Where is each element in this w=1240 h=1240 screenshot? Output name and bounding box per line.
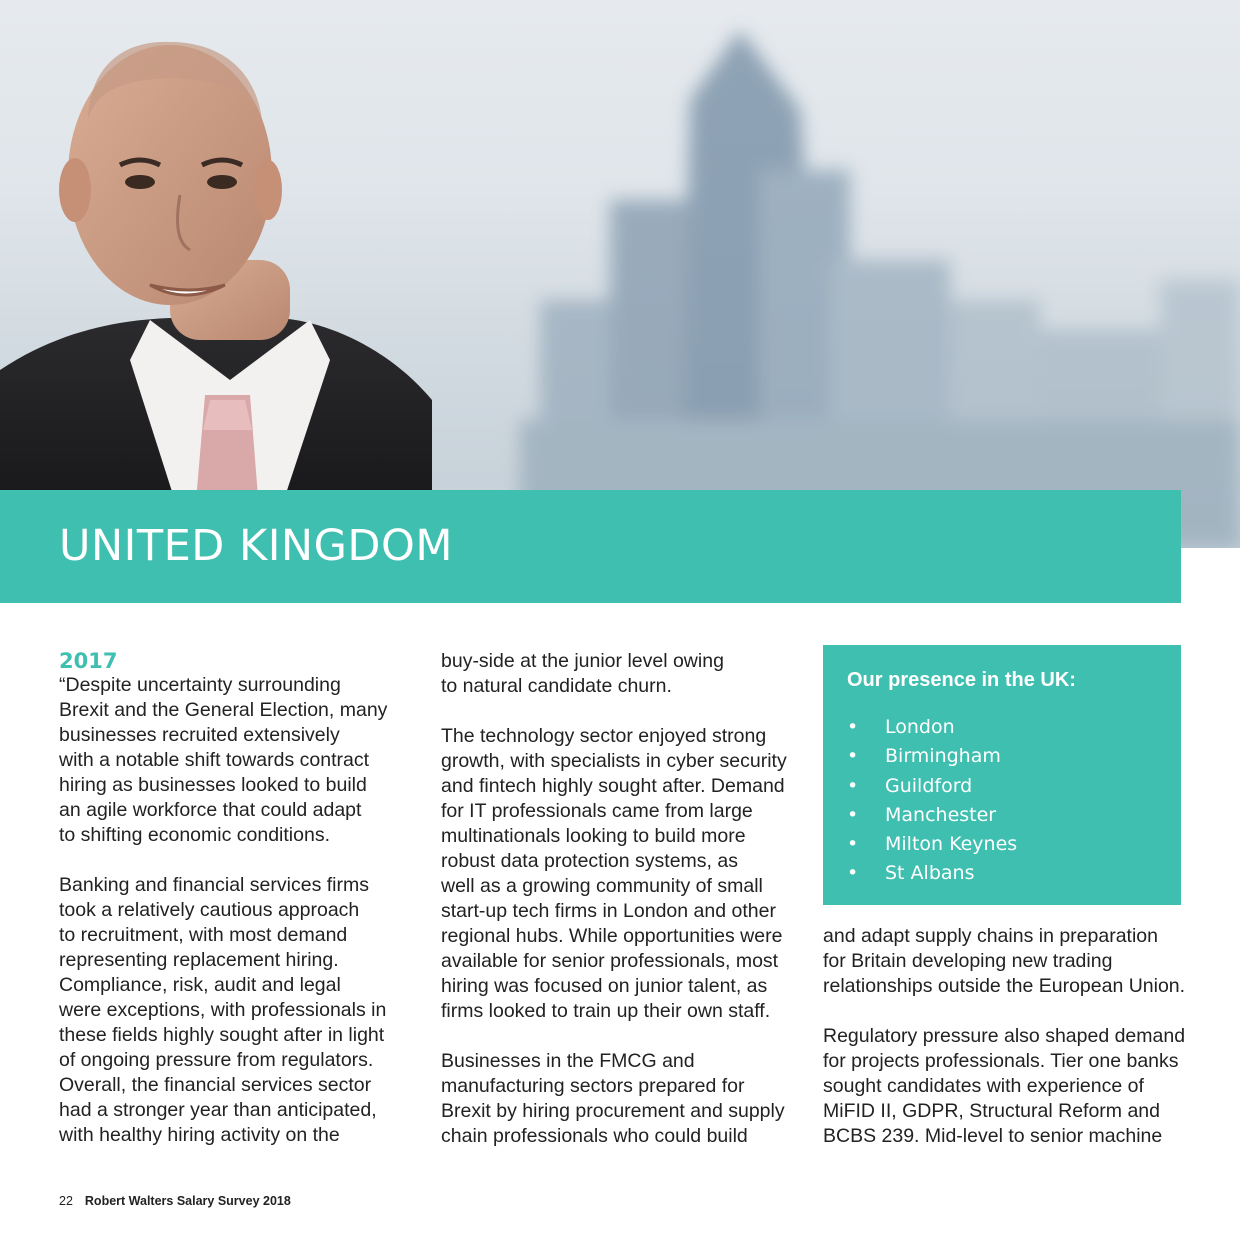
list-item xyxy=(847,713,1017,742)
location-name: Milton Keynes xyxy=(885,833,1018,856)
bullet-icon: • xyxy=(847,803,859,826)
title-banner xyxy=(0,490,1181,603)
paragraph: buy-side at the junior level owing to natural candidate churn. xyxy=(441,650,724,697)
location-name: Guildford xyxy=(885,774,973,797)
location-name: London xyxy=(885,716,955,738)
person-portrait xyxy=(0,42,432,548)
location-name: St Albans xyxy=(885,862,975,885)
list-item xyxy=(847,859,1017,888)
column-1 xyxy=(59,649,409,1173)
section-year-heading: 2017 xyxy=(59,649,118,673)
bullet-icon: • xyxy=(847,716,859,738)
location-name: Manchester xyxy=(885,803,997,826)
bullet-icon: • xyxy=(847,833,859,856)
paragraph: The technology sector enjoyed strong growth, with specialists in cyber security and fintech highly sought after. Demand for IT professionals came from large multinationals looking to build more robust data protection systems, as well as a growing community of small start-up tech firms in London and other regional hubs. While opportunities were available for senior professionals, most hiring was focused on junior talent, as firms looked to train up their own staff. xyxy=(441,725,787,1022)
paragraph: Banking and financial services firms took a relatively cautious approach to recruitment, with most demand representing replacement hiring. Compliance, risk, audit and legal were exceptions, with professionals in these fields highly sought after in light of ongoing pressure from regulators. Overall, the financial services sector had a stronger year than anticipated, with healthy hiring activity on the xyxy=(59,874,387,1146)
hero-photo xyxy=(0,0,1240,548)
publication-title: Robert Walters Salary Survey 2018 xyxy=(84,1194,291,1208)
location-name: Birmingham xyxy=(885,745,1001,768)
bullet-icon: • xyxy=(847,862,859,885)
blurred-skyline xyxy=(520,30,1240,548)
page-title: UNITED KINGDOM xyxy=(59,521,453,571)
list-item xyxy=(847,772,1017,801)
presence-title: Our presence in the UK: xyxy=(847,669,1076,691)
paragraph: “Despite uncertainty surrounding Brexit and the General Election, many businesses recruited extensively with a notable shift towards contract hiring as businesses looked to build an agile workforce that could adapt to shifting economic conditions. xyxy=(59,674,388,846)
paragraph: Regulatory pressure also shaped demand for projects professionals. Tier one banks sought candidates with experience of MiFID II, GDPR, Structural Reform and BCBS 239. Mid-level to senior machine xyxy=(823,1025,1186,1147)
bullet-icon: • xyxy=(847,745,859,768)
page-number: 22 xyxy=(59,1194,73,1208)
column-2 xyxy=(441,649,801,1174)
page-footer xyxy=(59,1194,291,1208)
column-3 xyxy=(823,924,1188,1174)
paragraph: and adapt supply chains in preparation for Britain developing new trading relationships outside the European Union. xyxy=(823,925,1186,997)
list-item xyxy=(847,830,1017,859)
list-item xyxy=(847,742,1017,771)
hero-illustration xyxy=(0,0,1240,548)
uk-presence-box xyxy=(823,645,1181,905)
paragraph: Businesses in the FMCG and manufacturing sectors prepared for Brexit by hiring procurement and supply chain professionals who could build xyxy=(441,1050,785,1147)
list-item xyxy=(847,801,1017,830)
bullet-icon: • xyxy=(847,774,859,797)
location-list xyxy=(847,713,1017,889)
